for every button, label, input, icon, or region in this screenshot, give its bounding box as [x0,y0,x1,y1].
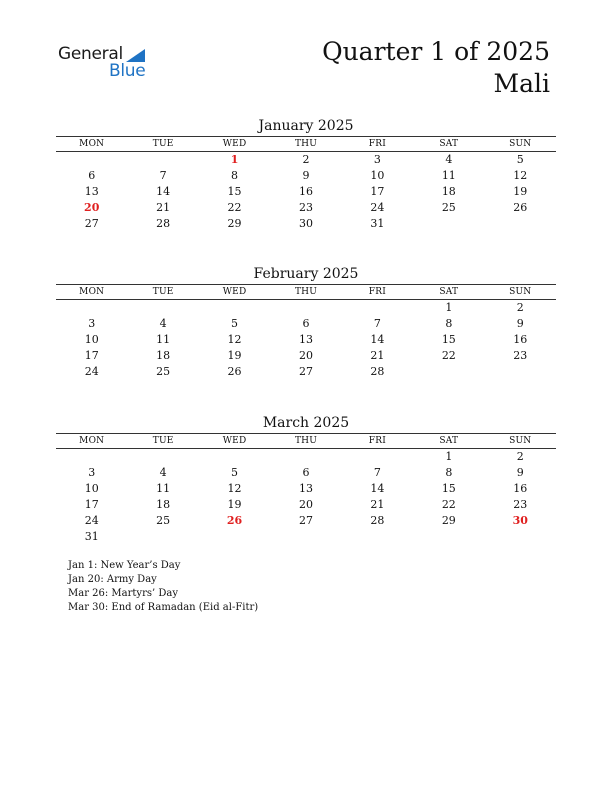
day-cell: 26 [226,514,243,527]
holiday-note: Jan 20: Army Day [68,574,157,585]
weekday-header: TUE [127,285,198,300]
week-row [56,200,556,216]
day-cell: 12 [513,169,528,182]
day-cell [270,300,341,317]
week-row [56,184,556,200]
day-cell: 21 [370,498,385,511]
holiday-note: Mar 26: Martyrs’ Day [68,588,178,599]
day-cell: 21 [370,349,385,362]
day-cell: 6 [302,466,310,479]
day-cell: 22 [441,349,456,362]
weekday-header: THU [270,434,341,449]
weekday-header: MON [56,434,127,449]
week-row [56,529,556,545]
day-cell: 15 [227,185,242,198]
day-cell: 13 [84,185,99,198]
day-cell: 6 [302,317,310,330]
day-cell: 3 [88,466,96,479]
day-cell: 4 [159,317,167,330]
week-row [56,216,556,232]
day-cell: 5 [231,466,239,479]
day-cell: 28 [156,217,171,230]
day-cell [342,449,413,466]
day-cell: 23 [513,349,528,362]
holiday-note: Mar 30: End of Ramadan (Eid al-Fitr) [68,602,259,613]
month-title: January 2025 [258,118,354,134]
holiday-notes [68,559,258,615]
weekday-header: WED [199,434,270,449]
day-cell: 18 [441,185,456,198]
day-cell [127,529,198,545]
day-cell: 8 [231,169,239,182]
day-cell: 18 [156,349,171,362]
day-cell: 9 [516,466,524,479]
week-row [56,300,556,317]
calendar-grid [56,136,556,232]
week-row [56,465,556,481]
day-cell: 2 [516,450,524,463]
day-cell: 20 [298,498,313,511]
day-cell [270,449,341,466]
day-cell: 10 [84,333,99,346]
week-row [56,152,556,169]
day-cell: 27 [298,514,313,527]
day-cell: 26 [513,201,528,214]
day-cell [127,152,198,169]
day-cell: 28 [370,514,385,527]
day-cell: 22 [441,498,456,511]
day-cell: 12 [227,333,242,346]
day-cell: 22 [227,201,242,214]
day-cell: 29 [441,514,456,527]
calendar-grid [56,433,556,545]
day-cell: 17 [84,349,99,362]
day-cell: 31 [370,217,385,230]
day-cell: 7 [373,466,381,479]
day-cell: 15 [441,333,456,346]
day-cell [485,364,556,380]
day-cell: 10 [370,169,385,182]
month-march [56,413,556,545]
day-cell: 14 [370,333,385,346]
holiday-note: Jan 1: New Year’s Day [68,560,181,571]
day-cell: 5 [516,153,524,166]
month-february [56,264,556,380]
weekday-header: WED [199,137,270,152]
day-cell: 6 [88,169,96,182]
logo-general-text: General [58,44,123,64]
day-cell [199,300,270,317]
weekday-header: SAT [413,285,484,300]
day-cell: 2 [516,301,524,314]
day-cell [485,216,556,232]
day-cell: 26 [227,365,242,378]
day-cell: 14 [156,185,171,198]
day-cell: 21 [156,201,171,214]
title-line-1: Quarter 1 of 2025 [322,37,550,66]
weekday-header: THU [270,285,341,300]
day-cell: 20 [298,349,313,362]
day-cell: 3 [88,317,96,330]
day-cell [56,300,127,317]
week-row [56,449,556,466]
weekday-header: SUN [485,285,556,300]
title-line-2: Mali [493,69,550,98]
day-cell: 9 [516,317,524,330]
day-cell: 13 [298,482,313,495]
weekday-header: MON [56,285,127,300]
day-cell: 15 [441,482,456,495]
day-cell: 11 [156,333,171,346]
day-cell [342,529,413,545]
weekday-header: SAT [413,434,484,449]
week-row [56,348,556,364]
day-cell: 1 [445,301,453,314]
day-cell: 2 [302,153,310,166]
day-cell: 19 [513,185,528,198]
logo [58,44,168,84]
day-cell: 28 [370,365,385,378]
day-cell: 20 [84,201,100,214]
day-cell: 29 [227,217,242,230]
day-cell: 16 [513,333,528,346]
day-cell: 19 [227,498,242,511]
week-row [56,332,556,348]
day-cell: 8 [445,466,453,479]
day-cell: 23 [513,498,528,511]
day-cell: 7 [373,317,381,330]
week-row [56,481,556,497]
day-cell: 12 [227,482,242,495]
month-january [56,116,556,232]
day-cell [199,449,270,466]
page-title [322,36,550,100]
day-cell: 11 [156,482,171,495]
week-row [56,364,556,380]
day-cell [56,152,127,169]
weekday-header: MON [56,137,127,152]
day-cell [270,529,341,545]
logo-blue-text: Blue [109,61,146,81]
day-cell: 25 [441,201,456,214]
day-cell [127,449,198,466]
day-cell: 10 [84,482,99,495]
day-cell: 23 [298,201,313,214]
week-row [56,497,556,513]
day-cell [413,529,484,545]
day-cell: 31 [84,530,99,543]
week-row [56,168,556,184]
weekday-header: FRI [342,285,413,300]
day-cell [127,300,198,317]
day-cell: 4 [445,153,453,166]
day-cell: 24 [84,365,99,378]
weekday-header: SAT [413,137,484,152]
day-cell [413,216,484,232]
day-cell: 17 [370,185,385,198]
month-title: February 2025 [253,266,359,282]
day-cell: 5 [231,317,239,330]
weekday-header: TUE [127,137,198,152]
day-cell [56,449,127,466]
day-cell [199,529,270,545]
day-cell: 18 [156,498,171,511]
week-row [56,316,556,332]
day-cell: 8 [445,317,453,330]
day-cell: 13 [298,333,313,346]
day-cell: 30 [512,514,528,527]
day-cell: 19 [227,349,242,362]
day-cell: 25 [156,514,171,527]
day-cell: 9 [302,169,310,182]
day-cell [413,364,484,380]
day-cell [485,529,556,545]
weekday-header: TUE [127,434,198,449]
day-cell: 7 [159,169,167,182]
day-cell: 4 [159,466,167,479]
weekday-header: FRI [342,137,413,152]
weekday-header: THU [270,137,341,152]
day-cell: 16 [513,482,528,495]
calendar-grid [56,284,556,380]
day-cell: 25 [156,365,171,378]
day-cell: 1 [445,450,453,463]
day-cell: 17 [84,498,99,511]
weekday-header: FRI [342,434,413,449]
day-cell: 14 [370,482,385,495]
day-cell: 1 [230,153,239,166]
weekday-header: SUN [485,434,556,449]
day-cell: 16 [298,185,313,198]
day-cell: 27 [84,217,99,230]
weekday-header: SUN [485,137,556,152]
day-cell: 11 [441,169,456,182]
day-cell: 30 [298,217,313,230]
day-cell [342,300,413,317]
month-title: March 2025 [262,415,350,431]
week-row [56,513,556,529]
day-cell: 24 [370,201,385,214]
day-cell: 3 [373,153,381,166]
day-cell: 27 [298,365,313,378]
day-cell: 24 [84,514,99,527]
weekday-header: WED [199,285,270,300]
